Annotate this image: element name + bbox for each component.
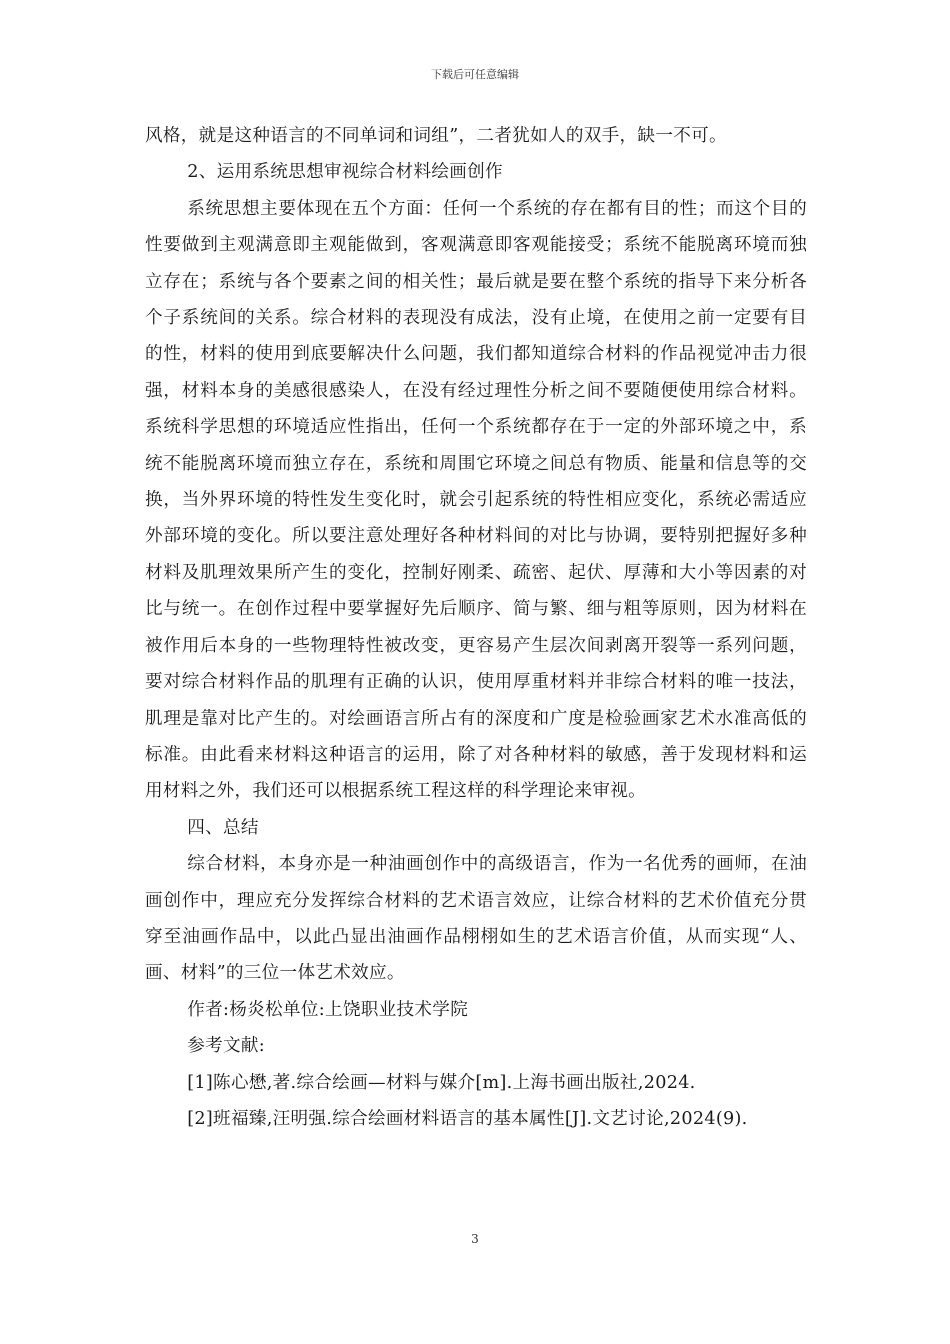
reference-item: [2]班福臻,汪明强.综合绘画材料语言的基本属性[J].文艺讨论,2024(9).: [187, 1108, 748, 1129]
section-heading-2: 2、运用系统思想审视综合材料绘画创作: [187, 162, 503, 183]
references-heading: 参考文献:: [187, 1036, 266, 1057]
paragraph-conclusion: 综合材料，本身亦是一种油画创作中的高级语言，作为一名优秀的画师，在油画创作中，理应充分发挥综合材料的艺术语言效应，让综合材料的艺术价值充分贯穿至油画作品中，以此凸显出油画作品栩栩如生的艺术语言价值，从而实现“人、画、材料”的三位一体艺术效应。: [145, 854, 807, 984]
reference-item: [1]陈心懋,著.综合绘画—材料与媒介[m].上海书画出版社,2024.: [187, 1072, 696, 1093]
paragraph-system-thinking: 系统思想主要体现在五个方面：任何一个系统的存在都有目的性；而这个目的性要做到主观满意即主观能做到，客观满意即客观能接受；系统不能脱离环境而独立存在；系统与各个要素之间的相关性；最后就是要在整个系统的指导下来分析各个子系统间的关系。综合材料的表现没有成法，没有止境，在使用之前一定要有目的性，材料的使用到底要解决什么问题，我们都知道综合材料的作品视觉冲击力很强，材料本身的美感很感染人，在没有经过理性分析之间不要随便使用综合材料。系统科学思想的环境适应性指出，任何一个系统都存在于一定的外部环境之中，系统不能脱离环境而独立存在，系统和周围它环境之间总有物质、能量和信息等的交换，当外界环境的特性发生变化时，就会引起系统的特性相应变化，系统必需适应外部环境的变化。所以要注意处理好各种材料间的对比与协调，要特别把握好多种材料及肌理效果所产生的变化，控制好刚柔、疏密、起伏、厚薄和大小等因素的对比与统一。在创作过程中要掌握好先后顺序、简与繁、细与粗等原则，因为材料在被作用后本身的一些物理特性被改变，更容易产生层次间剥离开裂等一系列问题，要对综合材料作品的肌理有正确的认识，使用厚重材料并非综合材料的唯一技法，肌理是靠对比产生的。对绘画语言所占有的深度和广度是检验画家艺术水准高低的标准。由此看来材料这种语言的运用，除了对各种材料的敏感，善于发现材料和运用材料之外，我们还可以根据系统工程这样的科学理论来审视。: [145, 198, 807, 802]
document-body: [145, 118, 807, 1137]
section-heading-conclusion: 四、总结: [187, 817, 259, 838]
page-number: 3: [471, 1232, 479, 1246]
paragraph-continuation: 风格，就是这种语言的不同单词和词组”，二者犹如人的双手，缺一不可。: [145, 126, 727, 146]
author-line: 作者:杨炎松单位:上饶职业技术学院: [187, 999, 469, 1020]
page-header: 下载后可任意编辑: [431, 68, 519, 81]
